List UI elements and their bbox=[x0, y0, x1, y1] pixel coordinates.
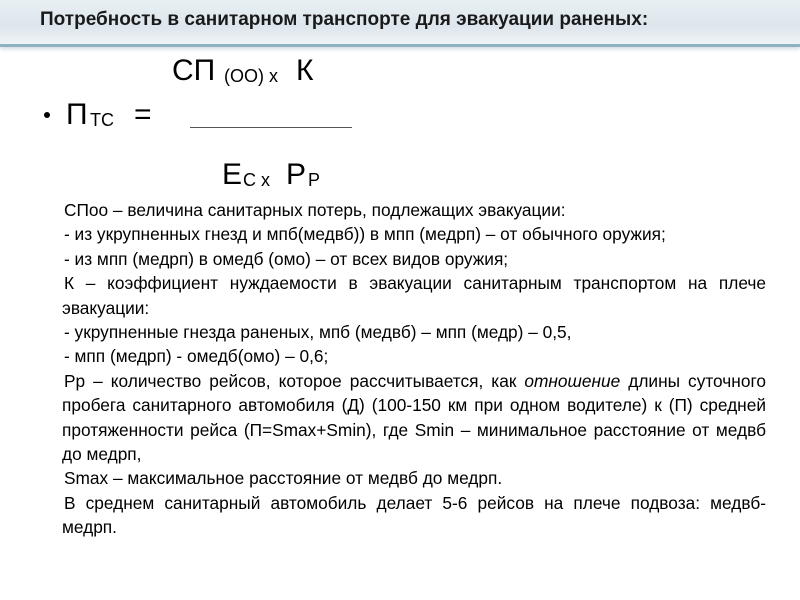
fraction-line bbox=[190, 127, 352, 128]
paragraph-all-weapons: - из мпп (медрп) в омедб (омо) – от всех видов оружия; bbox=[64, 248, 509, 269]
paragraph-rp-pre: Рр – количество рейсов, которое рассчитывается, как bbox=[64, 370, 525, 391]
paragraph-spoo: СПоо – величина санитарных потерь, подлежащих эвакуации: bbox=[64, 200, 566, 220]
bullet-dot bbox=[44, 112, 50, 118]
paragraph-rp-trips bbox=[62, 369, 766, 467]
description-text bbox=[62, 198, 766, 540]
paragraph-k-coefficient: К – коэффициент нуждаемости в эвакуации санитарным транспортом на плече эвакуации: bbox=[62, 273, 766, 318]
paragraph-k-value-1: - укрупненные гнезда раненых, мпб (медвб) – мпп (медр) – 0,5, bbox=[64, 322, 572, 343]
formula-numerator-sp: СП bbox=[172, 54, 216, 87]
formula-equals: = bbox=[134, 98, 152, 131]
formula-lhs-sub: ТС bbox=[90, 110, 114, 130]
formula-denominator-p-sub: Р bbox=[308, 170, 321, 190]
paragraph-smax: Smax – максимальное расстояние от медвб до медрп. bbox=[64, 468, 503, 489]
formula-denominator-e-sub: С х bbox=[243, 170, 270, 190]
formula-denominator-p: Р bbox=[286, 158, 307, 191]
formula-numerator-k: К bbox=[296, 54, 314, 87]
formula-lhs-p: П bbox=[66, 98, 88, 131]
formula-denominator-e: Е bbox=[222, 158, 243, 191]
page-title: Потребность в санитарном транспорте для эвакуации раненых: bbox=[40, 9, 649, 30]
paragraph-rp-em: отношение bbox=[524, 370, 621, 391]
paragraph-ordinary-weapons: - из укрупненных гнезд и мпб(медвб)) в мпп (медрп) – от обычного оружия; bbox=[64, 224, 666, 245]
formula-numerator-sub: (ОО) х bbox=[224, 66, 278, 86]
paragraph-rp-post: длины суточного пробега санитарного автомобиля (Д) (100-150 км при одном водителе) к (П) средней протяженности рейса (П=Smax+Smin), где Smin – минимальное расстояние от медвб до медрп, bbox=[62, 370, 766, 465]
header-band bbox=[0, 0, 800, 47]
paragraph-k-value-2: - мпп (медрп) - омедб(омо) – 0,6; bbox=[64, 346, 329, 367]
paragraph-average-trips: В среднем санитарный автомобиль делает 5-6 рейсов на плече подвоза: медвб-медрп. bbox=[62, 492, 766, 538]
